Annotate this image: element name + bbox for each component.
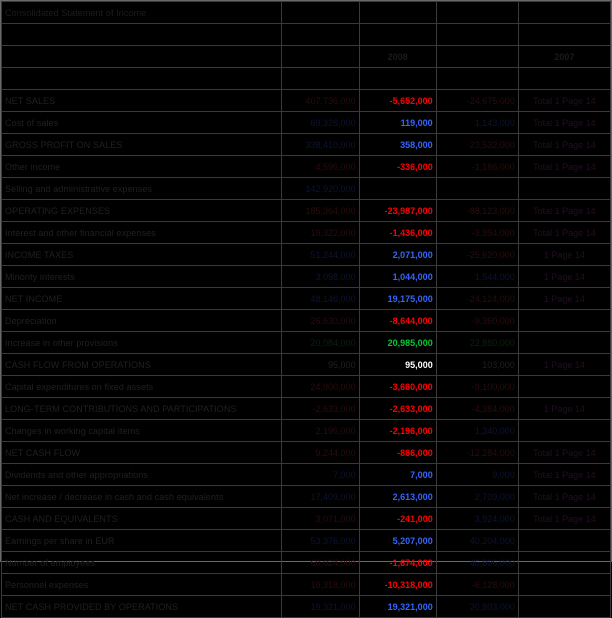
row-value-cell-4[interactable]: Total 1 Page 14 (518, 222, 610, 244)
row-value-cell-2[interactable]: -866,000 (359, 442, 436, 464)
table-row[interactable] (2, 46, 611, 68)
row-value-cell-2[interactable]: -1,674,000 (359, 552, 436, 574)
row-value-cell-3[interactable]: -24,675,000 (436, 90, 518, 112)
row-label-cell[interactable]: Net increase / decrease in cash and cash equivalents (2, 486, 282, 508)
row-value-cell-3[interactable] (436, 46, 518, 68)
row-value-cell-2[interactable]: 19,321,000 (359, 596, 436, 618)
row-value-cell-3[interactable]: -4,384,000 (436, 398, 518, 420)
row-value-cell-3[interactable]: 1,143,000 (436, 112, 518, 134)
table-row[interactable] (2, 376, 611, 398)
row-value-cell-1[interactable]: 69,326,000 (282, 112, 359, 134)
row-value-cell-3[interactable] (436, 178, 518, 200)
row-value-cell-4[interactable] (518, 596, 610, 618)
row-value-cell-4[interactable] (518, 376, 610, 398)
row-value-cell-3[interactable]: -23,532,000 (436, 134, 518, 156)
row-value-cell-3[interactable]: -9,100,000 (436, 376, 518, 398)
row-value-cell-3[interactable]: -6,128,000 (436, 574, 518, 596)
row-value-cell-2[interactable]: 20,985,000 (359, 332, 436, 354)
row-value-cell-1[interactable] (282, 46, 359, 68)
row-label-cell[interactable]: Other income (2, 156, 282, 178)
row-label-cell[interactable]: CASH FLOW FROM OPERATIONS (2, 354, 282, 376)
row-label-cell[interactable]: Selling and administrative expenses (2, 178, 282, 200)
row-label-cell[interactable]: Personnel expenses (2, 574, 282, 596)
row-value-cell-3[interactable]: -88,123,000 (436, 200, 518, 222)
row-value-cell-4[interactable] (518, 68, 610, 90)
row-value-cell-1[interactable]: 338,410,000 (282, 134, 359, 156)
row-value-cell-1[interactable]: 10,318,000 (282, 574, 359, 596)
row-label-cell[interactable]: NET SALES (2, 90, 282, 112)
row-label-cell[interactable]: Cost of sales (2, 112, 282, 134)
row-label-cell[interactable]: INCOME TAXES (2, 244, 282, 266)
row-label-cell[interactable]: Minority interests (2, 266, 282, 288)
row-value-cell-2[interactable]: 2,071,000 (359, 244, 436, 266)
row-value-cell-3[interactable]: 22,880,000 (436, 332, 518, 354)
row-value-cell-2[interactable] (359, 2, 436, 24)
row-value-cell-4[interactable] (518, 420, 610, 442)
row-value-cell-4[interactable]: Total 1 Page 14 (518, 508, 610, 530)
row-value-cell-2[interactable] (359, 178, 436, 200)
row-value-cell-4[interactable]: Total 1 Page 14 (518, 486, 610, 508)
row-value-cell-2[interactable]: -10,318,000 (359, 574, 436, 596)
row-value-cell-2[interactable]: -23,987,000 (359, 200, 436, 222)
row-value-cell-3[interactable]: -12,284,000 (436, 442, 518, 464)
row-value-cell-2[interactable]: 7,000 (359, 464, 436, 486)
table-row[interactable] (2, 200, 611, 222)
row-label-cell[interactable]: Earnings per share in EUR (2, 530, 282, 552)
row-value-cell-3[interactable]: 1,340,000 (436, 420, 518, 442)
row-value-cell-4[interactable] (518, 574, 610, 596)
row-value-cell-1[interactable]: 24,900,000 (282, 376, 359, 398)
row-value-cell-1[interactable]: 142,920,000 (282, 178, 359, 200)
row-value-cell-1[interactable]: 2,196,000 (282, 420, 359, 442)
table-row[interactable] (2, 266, 611, 288)
row-label-cell[interactable] (2, 46, 282, 68)
row-value-cell-1[interactable]: 19,321,000 (282, 596, 359, 618)
row-value-cell-4[interactable]: Total 1 Page 14 (518, 200, 610, 222)
row-value-cell-1[interactable]: -2,633,000 (282, 398, 359, 420)
row-label-cell[interactable]: Interest and other financial expenses (2, 222, 282, 244)
row-value-cell-3[interactable]: -9,360,000 (436, 310, 518, 332)
row-value-cell-4[interactable]: Total 1 Page 14 (518, 156, 610, 178)
row-value-cell-3[interactable]: 2,709,000 (436, 486, 518, 508)
table-row[interactable] (2, 332, 611, 354)
row-value-cell-2[interactable]: -2,633,000 (359, 398, 436, 420)
row-value-cell-4[interactable] (518, 178, 610, 200)
financial-table (1, 1, 611, 618)
row-label-cell[interactable]: NET CASH FLOW (2, 442, 282, 464)
row-value-cell-2[interactable]: -241,000 (359, 508, 436, 530)
row-label-cell[interactable] (2, 68, 282, 90)
row-label-cell[interactable]: NET CASH PROVIDED BY OPERATIONS (2, 596, 282, 618)
row-value-cell-4[interactable]: Total 1 Page 14 (518, 112, 610, 134)
row-value-cell-2[interactable]: 358,000 (359, 134, 436, 156)
table-row[interactable] (2, 310, 611, 332)
row-value-cell-2[interactable]: -1,436,000 (359, 222, 436, 244)
table-row[interactable] (2, 68, 611, 90)
row-value-cell-1[interactable]: 17,409,000 (282, 486, 359, 508)
table-row[interactable] (2, 244, 611, 266)
row-label-cell[interactable]: Depreciation (2, 310, 282, 332)
row-value-cell-1[interactable] (282, 2, 359, 24)
row-value-cell-1[interactable]: 3,071,000 (282, 508, 359, 530)
row-value-cell-4[interactable]: Total 1 Page 14 (518, 464, 610, 486)
row-value-cell-4[interactable] (518, 24, 610, 46)
table-row[interactable] (2, 530, 611, 552)
row-value-cell-3[interactable]: 9,000 (436, 464, 518, 486)
row-value-cell-1[interactable]: 185,364,000 (282, 200, 359, 222)
row-label-cell[interactable]: Changes in working capital items (2, 420, 282, 442)
row-value-cell-1[interactable]: 26,630,000 (282, 310, 359, 332)
row-value-cell-4[interactable] (518, 2, 610, 24)
row-value-cell-1[interactable] (282, 68, 359, 90)
row-value-cell-4[interactable]: Total 1 Page 14 (518, 90, 610, 112)
table-row[interactable] (2, 90, 611, 112)
row-value-cell-3[interactable]: -25,620,000 (436, 244, 518, 266)
row-value-cell-1[interactable]: 20,084,000 (282, 332, 359, 354)
row-value-cell-3[interactable]: 20,803,000 (436, 596, 518, 618)
row-value-cell-3[interactable]: 103,000 (436, 354, 518, 376)
row-value-cell-1[interactable]: 48,146,000 (282, 288, 359, 310)
row-value-cell-2[interactable]: 19,175,000 (359, 288, 436, 310)
row-value-cell-3[interactable]: 46,806,000 (436, 552, 518, 574)
table-row[interactable] (2, 222, 611, 244)
row-value-cell-2[interactable]: 5,207,000 (359, 530, 436, 552)
table-row[interactable] (2, 288, 611, 310)
row-value-cell-4[interactable] (518, 552, 610, 574)
table-row[interactable] (2, 112, 611, 134)
table-row[interactable] (2, 574, 611, 596)
row-value-cell-4[interactable]: 1 Page 14 (518, 398, 610, 420)
table-row[interactable] (2, 486, 611, 508)
table-row[interactable] (2, 420, 611, 442)
row-value-cell-4[interactable]: 1 Page 14 (518, 354, 610, 376)
row-value-cell-2[interactable]: 1,044,000 (359, 266, 436, 288)
row-label-cell[interactable]: CASH AND EQUIVALENTS (2, 508, 282, 530)
row-value-cell-1[interactable]: 4,596,000 (282, 156, 359, 178)
row-value-cell-2[interactable]: -336,000 (359, 156, 436, 178)
row-label-cell[interactable]: Capital expenditures on fixed assets (2, 376, 282, 398)
row-value-cell-3[interactable]: -1,186,000 (436, 156, 518, 178)
row-label-cell[interactable]: OPERATING EXPENSES (2, 200, 282, 222)
row-value-cell-3[interactable]: -24,124,000 (436, 288, 518, 310)
table-row[interactable] (2, 442, 611, 464)
row-value-cell-4[interactable] (518, 310, 610, 332)
row-value-cell-2[interactable]: 95,000 (359, 354, 436, 376)
row-value-cell-4[interactable]: Total 1 Page 14 (518, 134, 610, 156)
row-label-cell[interactable]: Increase in other provisions (2, 332, 282, 354)
row-label-cell[interactable]: Dividends and other appropriations (2, 464, 282, 486)
row-value-cell-3[interactable]: 3,924,000 (436, 508, 518, 530)
row-value-cell-4[interactable]: 1 Page 14 (518, 244, 610, 266)
table-row[interactable] (2, 156, 611, 178)
row-value-cell-1[interactable]: 3,098,000 (282, 266, 359, 288)
row-value-cell-4[interactable] (518, 332, 610, 354)
row-value-cell-2[interactable]: -5,652,000 (359, 90, 436, 112)
table-row[interactable] (2, 354, 611, 376)
row-value-cell-2[interactable]: 2008 (359, 46, 436, 68)
row-value-cell-4[interactable] (518, 530, 610, 552)
row-value-cell-2[interactable] (359, 68, 436, 90)
row-value-cell-4[interactable]: 2007 (518, 46, 610, 68)
row-value-cell-2[interactable]: -2,196,000 (359, 420, 436, 442)
row-value-cell-3[interactable] (436, 68, 518, 90)
row-value-cell-2[interactable]: 2,613,000 (359, 486, 436, 508)
table-row[interactable] (2, 2, 611, 24)
row-label-cell[interactable]: GROSS PROFIT ON SALES (2, 134, 282, 156)
table-row[interactable] (2, 134, 611, 156)
row-label-cell[interactable] (2, 24, 282, 46)
row-value-cell-3[interactable]: 40,204,000 (436, 530, 518, 552)
table-row[interactable] (2, 508, 611, 530)
row-value-cell-2[interactable] (359, 24, 436, 46)
row-value-cell-1[interactable]: 95,000 (282, 354, 359, 376)
table-row[interactable] (2, 178, 611, 200)
row-label-cell[interactable]: NET INCOME (2, 288, 282, 310)
row-label-cell[interactable]: Consolidated Statement of Income (2, 2, 282, 24)
row-value-cell-1[interactable]: 60,024,000 (282, 552, 359, 574)
row-value-cell-4[interactable]: Total 1 Page 14 (518, 442, 610, 464)
row-value-cell-3[interactable] (436, 2, 518, 24)
row-value-cell-3[interactable]: -3,994,000 (436, 222, 518, 244)
row-value-cell-3[interactable]: 1,544,000 (436, 266, 518, 288)
table-row[interactable] (2, 552, 611, 574)
row-value-cell-2[interactable]: -8,644,000 (359, 310, 436, 332)
row-value-cell-1[interactable]: 19,322,000 (282, 222, 359, 244)
table-row[interactable] (2, 464, 611, 486)
row-value-cell-1[interactable]: 7,000 (282, 464, 359, 486)
table-body (2, 2, 611, 618)
row-value-cell-2[interactable]: -3,660,000 (359, 376, 436, 398)
row-label-cell[interactable]: LONG-TERM CONTRIBUTIONS AND PARTICIPATIONS (2, 398, 282, 420)
row-value-cell-2[interactable]: 119,000 (359, 112, 436, 134)
row-value-cell-1[interactable]: 53,376,000 (282, 530, 359, 552)
row-label-cell[interactable]: Number of employees (2, 552, 282, 574)
row-value-cell-3[interactable] (436, 24, 518, 46)
row-value-cell-1[interactable]: 9,244,000 (282, 442, 359, 464)
row-value-cell-1[interactable] (282, 24, 359, 46)
table-row[interactable] (2, 398, 611, 420)
row-value-cell-4[interactable]: 1 Page 14 (518, 266, 610, 288)
table-row[interactable] (2, 596, 611, 618)
row-value-cell-1[interactable]: 51,244,000 (282, 244, 359, 266)
row-value-cell-1[interactable]: 407,736,000 (282, 90, 359, 112)
row-value-cell-4[interactable]: 1 Page 14 (518, 288, 610, 310)
table-row[interactable] (2, 24, 611, 46)
